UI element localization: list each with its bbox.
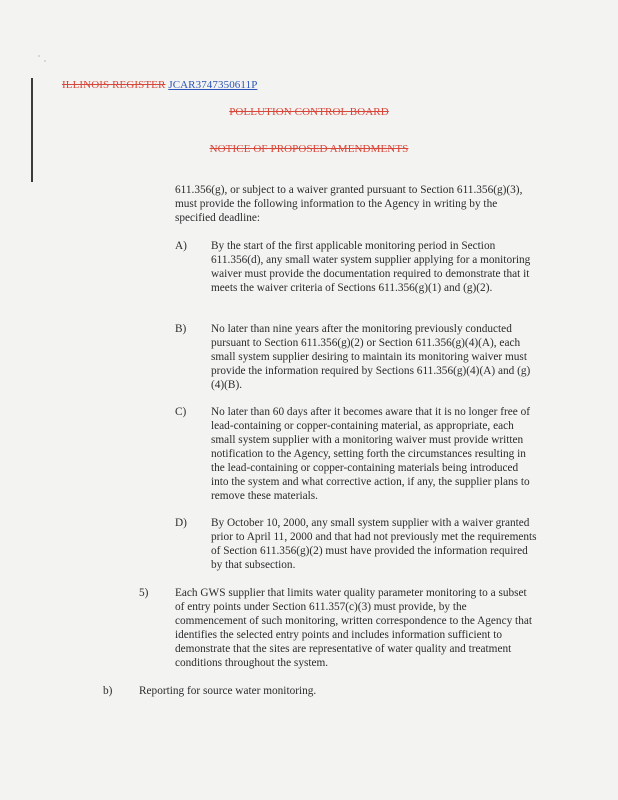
intro-paragraph: 611.356(g), or subject to a waiver granted pursuant to Section 611.356(g)(3), must provide the following information to the Agency in writing by the specified deadline:	[175, 184, 523, 224]
scan-speck	[38, 55, 40, 57]
notice-struck-text: NOTICE OF PROPOSED AMENDMENTS	[209, 143, 409, 155]
scan-speck	[44, 60, 46, 62]
item-b-label: B)	[175, 323, 187, 335]
board-struck-text: POLLUTION CONTROL BOARD	[229, 106, 389, 118]
register-header	[62, 79, 257, 91]
item-c-text: No later than 60 days after it becomes aware that it is no longer free of lead-containing or copper-containing material, as appropriate, each small system supplier with a monitoring waiver must provide written notification to the Agency, setting forth the circumstances resulting in the lead-containing or copper-containing materials being introduced into the system and what corrective action, if any, the supplier plans to remove these materials.	[211, 406, 531, 502]
item-d-label: D)	[175, 517, 187, 529]
item-a-text: By the start of the first applicable monitoring period in Section 611.356(d), any small water system supplier applying for a monitoring waiver must provide the documentation required to demonstrate that it meets the waiver criteria of Sections 611.356(g)(1) and (g)(2).	[211, 240, 531, 294]
register-inserted-text: JCAR3747350611P	[168, 79, 258, 91]
item-a-label: A)	[175, 240, 187, 252]
item-c-label: C)	[175, 406, 187, 418]
notice-header	[0, 143, 618, 155]
item-b-text: No later than nine years after the monitoring previously conducted pursuant to Section 611.356(g)(2) or Section 611.356(g)(4)(A), each small system supplier desiring to maintain its monitoring waiver must provide the information required by Sections 611.356(g)(4)(A) and (g)(4)(B).	[211, 323, 531, 391]
change-bar	[31, 78, 33, 182]
section-b-text: Reporting for source water monitoring.	[139, 685, 317, 697]
item-d-text: By October 10, 2000, any small system supplier with a waiver granted prior to April 11, 2000 and that had not previously met the requirements of Section 611.356(g)(2) must have provided the information required by that subsection.	[211, 517, 537, 571]
item-5-text: Each GWS supplier that limits water quality parameter monitoring to a subset of entry points under Section 611.357(c)(3) must provide, by the commencement of such monitoring, written correspondence to the Agency that identifies the selected entry points and includes information sufficient to demonstrate that the sites are representative of water quality and treatment conditions throughout the system.	[175, 587, 532, 669]
board-header	[0, 106, 618, 118]
register-struck-text: ILLINOIS REGISTER	[62, 79, 166, 91]
section-b-label: b)	[103, 685, 113, 697]
item-5-label: 5)	[139, 587, 149, 599]
